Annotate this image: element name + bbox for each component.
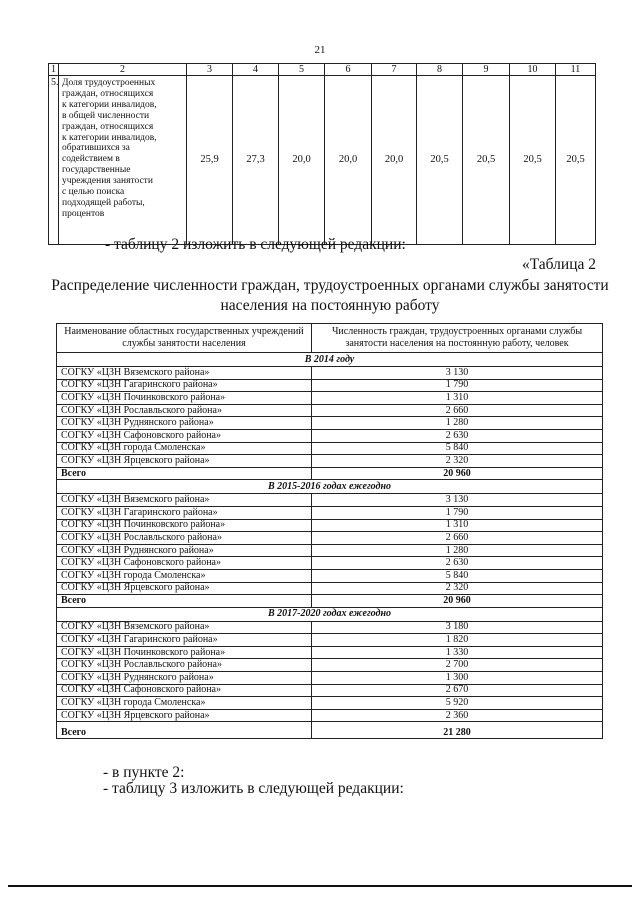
table-row [57,544,603,557]
section-header-row [57,353,603,367]
table-row [57,646,603,659]
institution-name: СОГКУ «ЦЗН Гагаринского района» [57,379,312,392]
employment-table-header [57,324,603,353]
indicator-value: 25,9 [187,76,233,245]
institution-name: СОГКУ «ЦЗН Руднянского района» [57,417,312,430]
institution-name: СОГКУ «ЦЗН Ярцевского района» [57,582,312,595]
indicator-value: 20,0 [279,76,325,245]
amendment-item: - в пункте 2: [103,764,185,781]
column-number: 8 [417,64,463,76]
indicator-value: 20,5 [463,76,510,245]
indicator-value: 20,0 [372,76,417,245]
column-number: 2 [59,64,187,76]
employed-count: 1 280 [312,417,603,430]
institution-name: СОГКУ «ЦЗН Починковского района» [57,646,312,659]
institution-name: СОГКУ «ЦЗН Руднянского района» [57,544,312,557]
indicator-value: 20,0 [325,76,372,245]
description-line: содействием в [62,154,120,165]
employed-count: 2 660 [312,404,603,417]
description-line: граждан, относящихся [62,121,154,132]
table-row [57,557,603,570]
employed-count: 1 310 [312,519,603,532]
table-row [57,569,603,582]
total-row [57,595,603,608]
employed-count: 1 310 [312,392,603,405]
table-row [57,455,603,468]
table-row [57,519,603,532]
employed-count: 2 630 [312,429,603,442]
column-header-count: Численность граждан, трудоустроенных органами службы занятости населения на постоянную работу, человек [312,324,603,353]
employed-count: 2 630 [312,557,603,570]
indicator-table-header [49,64,596,76]
description-line: учреждения занятости [62,176,153,187]
institution-name: СОГКУ «ЦЗН Ярцевского района» [57,455,312,468]
description-line: процентов [62,208,105,219]
section-title: В 2014 году [57,353,603,367]
employed-count: 1 280 [312,544,603,557]
institution-name: СОГКУ «ЦЗН Руднянского района» [57,672,312,685]
column-number: 1 [49,64,59,76]
table-row [57,494,603,507]
total-row [57,467,603,480]
table-row [57,582,603,595]
employed-count: 2 700 [312,659,603,672]
institution-name: СОГКУ «ЦЗН Вяземского района» [57,621,312,634]
institution-name: СОГКУ «ЦЗН Рославльского района» [57,659,312,672]
institution-name: СОГКУ «ЦЗН Рославльского района» [57,532,312,545]
total-label: Всего [57,595,312,608]
indicator-value: 27,3 [233,76,279,245]
total-value: 20 960 [312,467,603,480]
table-row [57,367,603,380]
employed-count: 5 920 [312,697,603,710]
total-label: Всего [57,467,312,480]
institution-name: СОГКУ «ЦЗН Починковского района» [57,519,312,532]
description-line: подходящей работы, [62,197,145,208]
employed-count: 3 180 [312,621,603,634]
table-row [57,684,603,697]
table-row [57,379,603,392]
table-title: Распределение численности граждан, трудоустроенных органами службы занятости населения на постоянную работу [51,277,609,314]
table-row [57,709,603,722]
column-number: 5 [279,64,325,76]
description-line: обратившихся за [62,143,130,154]
employment-table [56,323,603,739]
employed-count: 2 320 [312,582,603,595]
institution-name: СОГКУ «ЦЗН Ярцевского района» [57,709,312,722]
institution-name: СОГКУ «ЦЗН города Смоленска» [57,569,312,582]
employed-count: 3 130 [312,367,603,380]
amendment-text: - таблицу 2 изложить в следующей редакции: [105,236,406,253]
table-row [57,659,603,672]
employed-count: 2 360 [312,709,603,722]
indicator-description [59,76,187,245]
indicator-value: 20,5 [556,76,596,245]
indicator-value: 20,5 [417,76,463,245]
amendment-item: - таблицу 3 изложить в следующей редакции: [103,780,404,797]
institution-name: СОГКУ «ЦЗН Сафоновского района» [57,557,312,570]
table-row [57,621,603,634]
employed-count: 1 790 [312,506,603,519]
total-value: 21 280 [312,722,603,739]
employed-count: 5 840 [312,569,603,582]
column-number: 11 [556,64,596,76]
table-row [57,634,603,647]
employed-count: 1 300 [312,672,603,685]
column-number: 3 [187,64,233,76]
institution-name: СОГКУ «ЦЗН Починковского района» [57,392,312,405]
description-line: с целью поиска [62,187,125,198]
employed-count: 1 820 [312,634,603,647]
indicator-row [49,76,596,245]
total-label: Всего [57,722,312,739]
description-line: в общей численности [62,110,150,121]
employed-count: 1 790 [312,379,603,392]
table-row [57,429,603,442]
employed-count: 5 840 [312,442,603,455]
table-row [57,442,603,455]
description-line: государственные [62,165,131,176]
section-title: В 2017-2020 годах ежегодно [57,607,603,621]
institution-name: СОГКУ «ЦЗН города Смоленска» [57,442,312,455]
institution-name: СОГКУ «ЦЗН Сафоновского района» [57,684,312,697]
column-header-institution: Наименование областных государственных учреждений службы занятости населения [57,324,312,353]
table-row [57,532,603,545]
page-number: 21 [314,44,326,56]
description-line: граждан, относящихся [62,88,154,99]
column-number: 9 [463,64,510,76]
table-row [57,392,603,405]
institution-name: СОГКУ «ЦЗН города Смоленска» [57,697,312,710]
indicator-value: 20,5 [510,76,556,245]
table-row [57,404,603,417]
institution-name: СОГКУ «ЦЗН Вяземского района» [57,494,312,507]
description-line: к категории инвалидов, [62,132,157,143]
employed-count: 2 320 [312,455,603,468]
column-number: 7 [372,64,417,76]
section-header-row [57,607,603,621]
row-number: 5. [49,76,59,245]
employed-count: 3 130 [312,494,603,507]
description-line: к категории инвалидов, [62,99,157,110]
table-row [57,672,603,685]
column-number: 6 [325,64,372,76]
section-title: В 2015-2016 годах ежегодно [57,480,603,494]
table-label: «Таблица 2 [521,256,596,273]
column-number: 4 [233,64,279,76]
employed-count: 1 330 [312,646,603,659]
column-number: 10 [510,64,556,76]
institution-name: СОГКУ «ЦЗН Гагаринского района» [57,506,312,519]
employed-count: 2 670 [312,684,603,697]
table-row [57,506,603,519]
footer-rule [8,885,632,887]
employed-count: 2 660 [312,532,603,545]
institution-name: СОГКУ «ЦЗН Рославльского района» [57,404,312,417]
indicator-table [48,63,596,245]
institution-name: СОГКУ «ЦЗН Гагаринского района» [57,634,312,647]
total-value: 20 960 [312,595,603,608]
institution-name: СОГКУ «ЦЗН Вяземского района» [57,367,312,380]
institution-name: СОГКУ «ЦЗН Сафоновского района» [57,429,312,442]
section-header-row [57,480,603,494]
table-row [57,417,603,430]
table-row [57,697,603,710]
description-line: Доля трудоустроенных [62,78,156,88]
total-row [57,722,603,739]
